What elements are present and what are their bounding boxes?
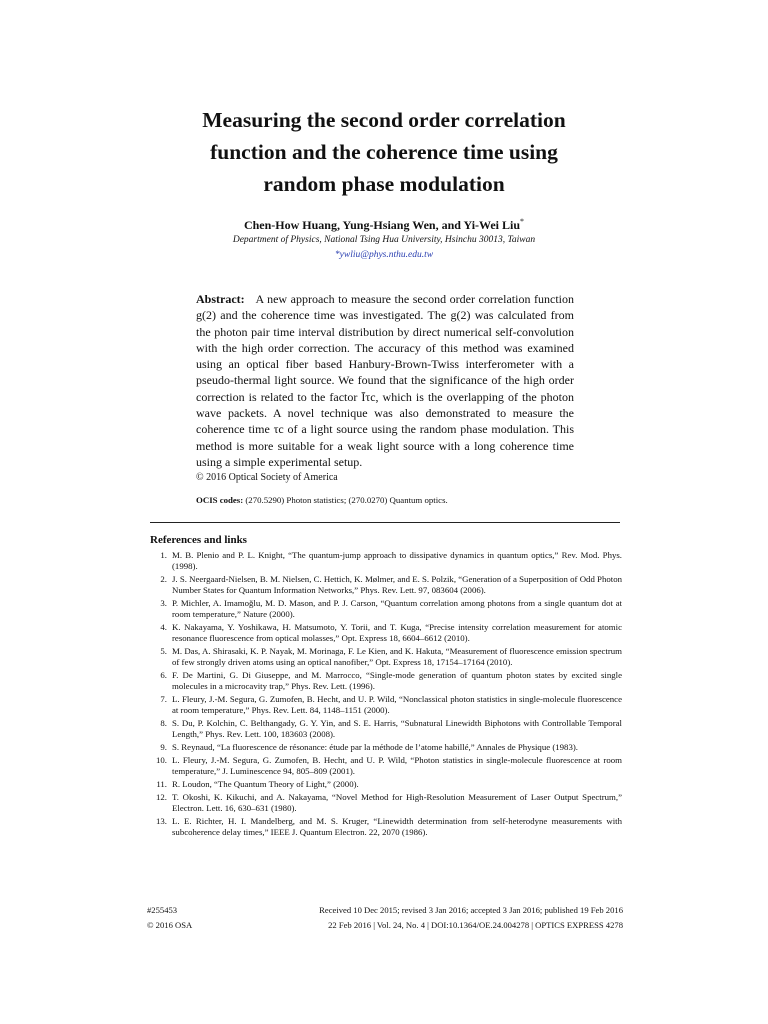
reference-text: S. Reynaud, “La fluorescence de résonance: étude par la méthode de l’atome habillé,” Annales de Physique (1983). <box>172 742 578 752</box>
title-line: function and the coherence time using <box>210 140 558 164</box>
reference-text: R. Loudon, “The Quantum Theory of Light,” (2000). <box>172 778 359 789</box>
reference-text: M. B. Plenio and P. L. Knight, “The quantum-jump approach to dissipative dynamics in quantum optics,” Rev. Mod. Phys. (1998). <box>172 550 622 572</box>
reference-number: 6. <box>160 670 167 680</box>
reference-item <box>150 792 622 814</box>
reference-number: 4. <box>160 622 167 632</box>
paper-title <box>150 104 618 200</box>
journal-citation: 22 Feb 2016 | Vol. 24, No. 4 | DOI:10.1364/OE.24.004278 | OPTICS EXPRESS 4278 <box>328 920 623 930</box>
reference-number: 9. <box>160 742 167 752</box>
reference-text: L. Fleury, J.-M. Segura, G. Zumofen, B. Hecht, and U. P. Wild, “Nonclassical photon statistics in single-molecule fluorescence at room temperature,” Phys. Rev. Lett. 84, 1148–1151 (2000). <box>172 694 622 716</box>
reference-text: M. Das, A. Shirasaki, K. P. Nayak, M. Morinaga, F. Le Kien, and K. Hakuta, “Measurement of fluorescence emission spectrum of few strongly driven atoms using an optical nanofiber,” Opt. Express 18, 17154–17164 (2010). <box>172 646 622 668</box>
reference-item <box>150 816 622 838</box>
reference-text: J. S. Neergaard-Nielsen, B. M. Nielsen, C. Hettich, K. Mølmer, and E. S. Polzik, “Generation of a Superposition of Odd Photon Number States for Quantum Information Networks,” Phys. Rev. Lett. 97, 083604 (2006). <box>172 574 622 596</box>
reference-number: 3. <box>160 598 167 608</box>
reference-item <box>150 694 622 716</box>
reference-text: L. Fleury, J.-M. Segura, G. Zumofen, B. Hecht, and U. P. Wild, “Photon statistics in single-molecule fluorescence at room temperature,” J. Luminescence 94, 805–809 (2001). <box>172 754 622 776</box>
ocis-label: OCIS codes: <box>196 495 244 505</box>
reference-number: 8. <box>160 718 167 728</box>
section-divider <box>150 522 620 523</box>
reference-text: F. De Martini, G. Di Giuseppe, and M. Marrocco, “Single-mode generation of quantum photon states by excited single molecules in a microcavity trap,” Phys. Rev. Lett. (1996). <box>172 670 622 692</box>
reference-item <box>150 598 622 620</box>
copyright-notice: © 2016 Optical Society of America <box>196 472 338 483</box>
reference-number: 1. <box>160 550 167 560</box>
publication-history: Received 10 Dec 2015; revised 3 Jan 2016; accepted 3 Jan 2016; published 19 Feb 2016 <box>319 905 623 915</box>
corresponding-author-mark: * <box>520 217 525 226</box>
reference-text: S. Du, P. Kolchin, C. Belthangady, G. Y. Yin, and S. E. Harris, “Subnatural Linewidth Biphotons with Controllable Temporal Length,” Phys. Rev. Lett. 100, 183603 (2008). <box>172 718 622 740</box>
reference-item <box>150 779 622 790</box>
reference-item <box>150 755 622 777</box>
author-list <box>150 217 618 233</box>
abstract <box>196 291 574 470</box>
reference-item <box>150 742 622 753</box>
reference-item <box>150 622 622 644</box>
reference-number: 5. <box>160 646 167 656</box>
footer-copyright: © 2016 OSA <box>147 920 193 930</box>
reference-text: L. E. Richter, H. I. Mandelberg, and M. S. Kruger, “Linewidth determination from self-heterodyne measurements with subcoherence delay times,” IEEE J. Quantum Electron. 22, 2070 (1986). <box>172 815 622 837</box>
reference-text: K. Nakayama, Y. Yoshikawa, H. Matsumoto, Y. Torii, and T. Kuga, “Precise intensity correlation measurement for atomic resonance fluorescence from optical molasses,” Opt. Express 18, 6604–6612 (2010). <box>172 622 622 644</box>
reference-list <box>150 550 622 840</box>
reference-number: 2. <box>160 574 167 584</box>
reference-item <box>150 646 622 668</box>
reference-item <box>150 718 622 740</box>
abstract-text: A new approach to measure the second order correlation function g(2) and the coherence time was investigated. The g(2) was calculated from the photon pair time interval distribution by direct numerical self-convolution with the high order correction. The accuracy of this method was examined using an optical fiber based Hanbury-Brown-Twiss interferometer with a pseudo-thermal light source. We found that the significance of the high order correction is related to the factor Īτc, which is the overlapping of the photon wave packets. A novel technique was also demonstrated to measure the coherence time τc of a light source using the random phase modulation. This method is more suitable for a weak light source with a long coherence time using a simple experimental setup. <box>196 292 575 469</box>
manuscript-id: #255453 <box>147 905 178 915</box>
reference-number: 13. <box>156 815 167 826</box>
ocis-codes <box>196 495 574 505</box>
affiliation: Department of Physics, National Tsing Hua University, Hsinchu 30013, Taiwan <box>232 235 536 245</box>
reference-item <box>150 574 622 596</box>
references-heading: References and links <box>150 534 247 546</box>
reference-number: 11. <box>156 778 167 789</box>
reference-item <box>150 670 622 692</box>
reference-text: T. Okoshi, K. Kikuchi, and A. Nakayama, “Novel Method for High-Resolution Measurement of Laser Output Spectrum,” Electron. Lett. 16, 630–631 (1980). <box>172 791 622 813</box>
footer-left <box>147 903 192 933</box>
footer-right <box>319 903 623 933</box>
reference-number: 12. <box>156 791 167 802</box>
reference-number: 10. <box>156 754 167 765</box>
author-names: Chen-How Huang, Yung-Hsiang Wen, and Yi-Wei Liu <box>243 218 521 232</box>
title-line: Measuring the second order correlation <box>202 108 566 132</box>
email-link[interactable]: *ywliu@phys.nthu.edu.tw <box>334 250 434 260</box>
reference-item <box>150 550 622 572</box>
reference-text: P. Michler, A. Imamoğlu, M. D. Mason, and P. J. Carson, “Quantum correlation among photons from a single quantum dot at room temperature,” Nature (2000). <box>172 598 622 620</box>
reference-number: 7. <box>160 694 167 704</box>
title-line: random phase modulation <box>263 172 505 196</box>
ocis-text: (270.5290) Photon statistics; (270.0270) Quantum optics. <box>245 495 448 505</box>
abstract-heading: Abstract: <box>196 292 245 306</box>
